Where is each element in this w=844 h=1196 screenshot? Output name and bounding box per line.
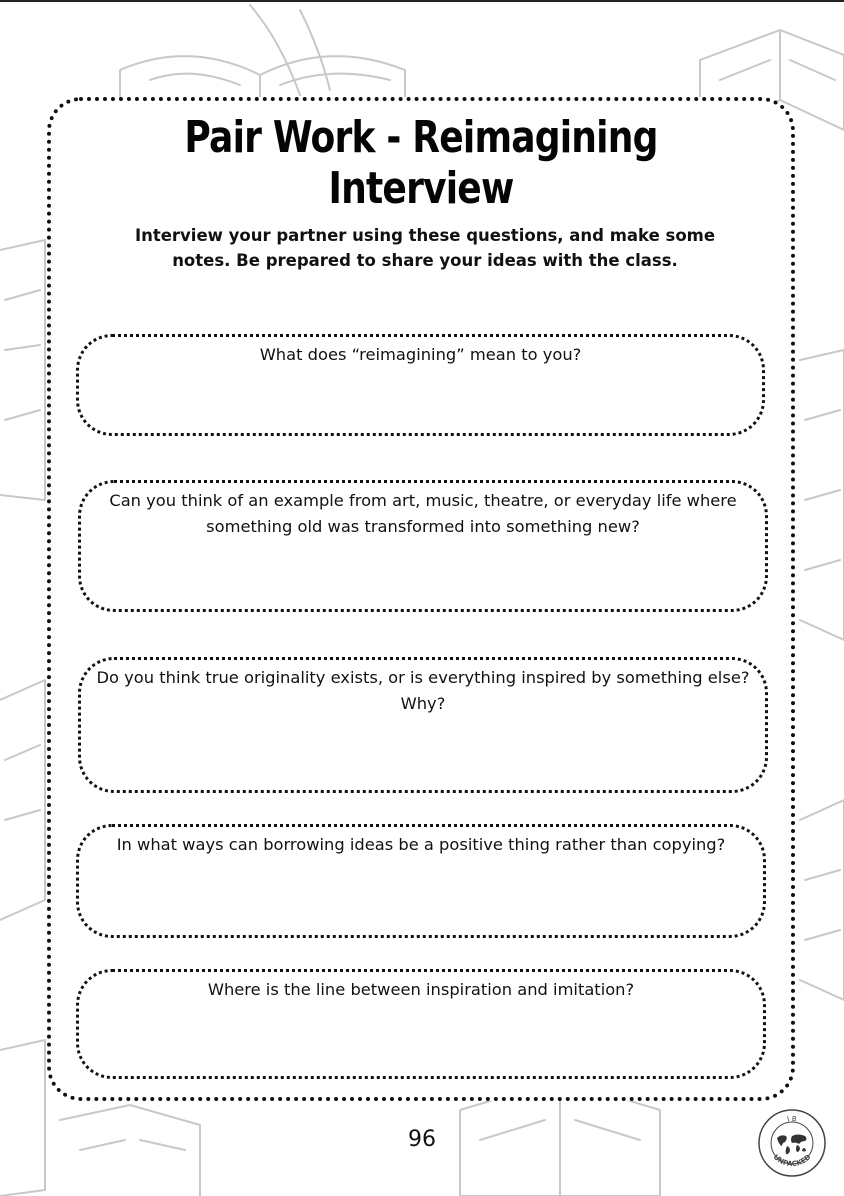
- page-title: Pair Work - Reimagining Interview: [184, 112, 658, 214]
- question-box[interactable]: [78, 480, 768, 612]
- question-text: What does “reimagining” mean to you?: [259, 345, 582, 364]
- instructions-text: Interview your partner using these questions, and make some notes. Be prepared to share your ideas with the class.: [134, 226, 716, 270]
- ib-unpacked-logo: [757, 1108, 827, 1178]
- question-text: In what ways can borrowing ideas be a positive thing rather than copying?: [116, 835, 726, 854]
- question-box[interactable]: [76, 334, 765, 436]
- question-box[interactable]: [78, 657, 768, 793]
- logo-bottom-text: UNPACKED: [771, 1153, 813, 1169]
- page-number: 96: [408, 1127, 436, 1152]
- question-text: Do you think true originality exists, or is everything inspired by something else? Why?: [96, 668, 750, 713]
- question-text: Where is the line between inspiration and imitation?: [207, 980, 635, 999]
- logo-top-text: I B: [786, 1114, 798, 1124]
- question-box[interactable]: [76, 969, 766, 1079]
- question-text: Can you think of an example from art, music, theatre, or everyday life where something old was transformed into something new?: [109, 491, 737, 536]
- book-sketch-right: [800, 350, 844, 1000]
- question-box[interactable]: [76, 824, 766, 938]
- book-sketch-left: [0, 240, 45, 1196]
